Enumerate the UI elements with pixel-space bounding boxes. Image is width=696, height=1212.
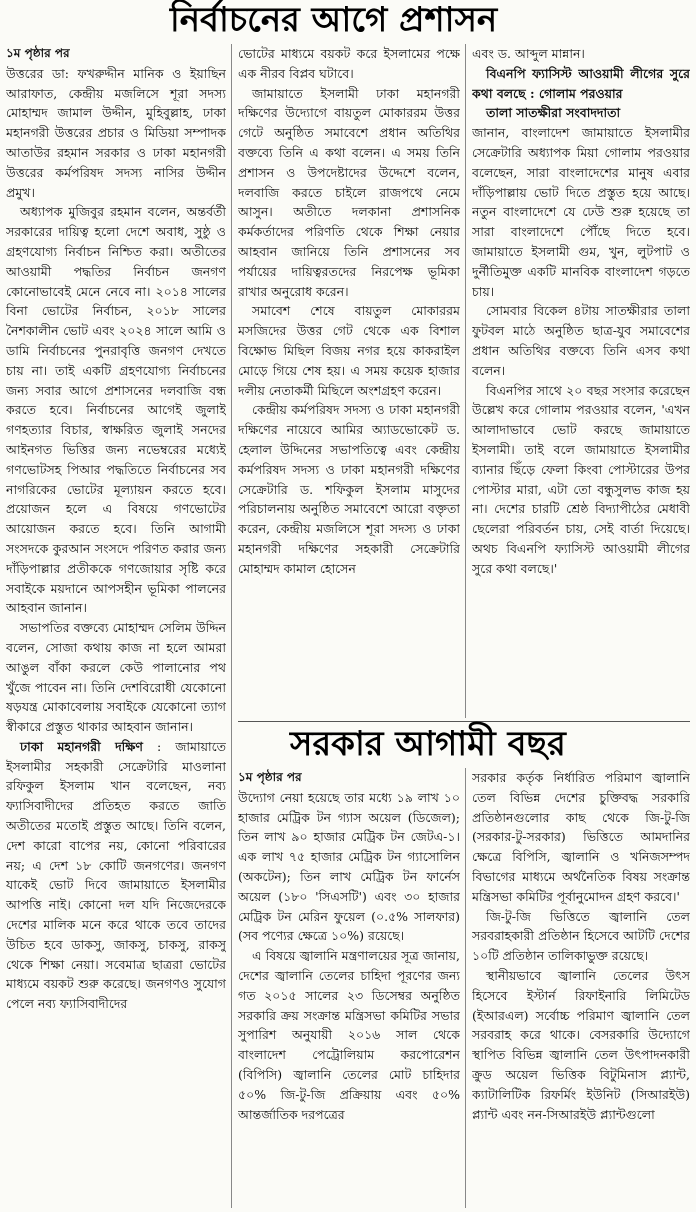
paragraph: জি-টু-জি ভিত্তিতে জ্বালানি তেল সরবরাহকারী প্রতিষ্ঠান হিসেবে আটটি দেশের ১০টি প্রতিষ্ঠান তালিকাভুক্ত রয়েছে। [472, 908, 690, 964]
paragraph: সভাপতির বক্তব্যে মোহাম্মদ সেলিম উদ্দিন বলেন, সোজা কথায় কাজ না হলে আমরা আঙুল বাঁকা করলে কেউ পালানোর পথ খুঁজে পাবেন না। তিনি দেশবিরোধী যেকোনো ষড়যন্ত্র মোকাবেলায় সবাইকে যেকোনো ত্যাগ স্বীকারে প্রস্তুত থাকার আহবান জানান। [6, 620, 226, 735]
paragraph: ভোটের মাধ্যমে বয়কট করে ইসলামের পক্ষে এক নীরব বিপ্লব ঘটাবে। [238, 46, 460, 81]
paragraph: এবং ড. আব্দুল মান্নান। [472, 46, 585, 61]
paragraph: জামায়াতে ইসলামী ঢাকা মহানগরী দক্ষিণের উদ্যোগে বায়তুল মোকাররম উত্তর গেটে অনুষ্ঠিত সমাবেশে প্রধান অতিথির বক্তব্যে তিনি এ কথা বলেন। এ সময় তিনি প্রশাসন ও উপদেষ্টাদের উদ্দেশে বলেন, দলবাজি করতে চাইলে রাজপথে নেমে আসুন। অতীতে দলকানা প্রশাসনিক কর্মকর্তাদের পরিণতি থেকে শিক্ষা নেয়ার আহবান জানিয়ে তিনি প্রশাসনের সব পর্যায়ের দায়িত্বরতদের নিরপেক্ষ ভূমিকা রাখার অনুরোধ করেন। [238, 85, 460, 299]
column-rule [465, 44, 466, 718]
story1-column-2 [238, 44, 460, 718]
paragraph: সোমবার বিকেল ৪টায় সাতক্ষীরার তালা ফুটবল মাঠে অনুষ্ঠিত ছাত্র-যুব সমাবেশের প্রধান অতিথির বক্তব্যে তিনি এসব কথা বলেন। [472, 303, 690, 378]
paragraph: কেন্দ্রীয় কর্মপরিষদ সদস্য ও ঢাকা মহানগরী দক্ষিণের নায়েবে আমির অ্যাডভোকেট ড. হেলাল উদ্দিনের সভাপতিত্বে এবং কেন্দ্রীয় কর্মপরিষদ সদস্য ও ঢাকা মহানগরী দক্ষিণের সেক্রেটারি ড. শফিকুল ইসলাম মাসুদের পরিচালনায় অনুষ্ঠিত সমাবেশে আরো বক্তৃতা করেন, কেন্দ্রীয় মজলিসে শূরা সদস্য ও ঢাকা মহানগরী দক্ষিণের সহকারী সেক্রেটারি মোহাম্মদ কামাল হোসেন [238, 402, 460, 576]
dateline: তালা সাতক্ষীরা সংবাদদাতা [486, 105, 621, 121]
paragraph: অধ্যাপক মুজিবুর রহমান বলেন, অন্তর্বর্তী সরকারের দায়িত্ব হলো দেশে অবাধ, সুষ্ঠু ও গ্রহণযোগ্য নির্বাচন নিশ্চিত করা। অতীতের আওয়ামী পদ্ধতির নির্বাচন জনগণ কোনোভাবেই মেনে নেবে না। ২০১৪ সালের বিনা ভোটের নির্বাচন, ২০১৮ সালের নৈশকালীন ভোট এবং ২০২৪ সালে আমি ও ডামি নির্বাচনের পুনরাবৃত্তি জনগণ দেখতে চায় না। তাই একটি গ্রহণযোগ্য নির্বাচনের জন্য সবার আগে প্রশাসনের দলবাজি বন্ধ করতে হবে। নির্বাচনের আগেই জুলাই গণহত্যার বিচার, স্বাক্ষরিত জুলাই সনদের আইনগত ভিত্তির জন্য নভেম্বরের মধ্যেই গণভোটসহ পিআর পদ্ধতিতে নির্বাচনের সব নাগরিকের ভোটের মূল্যায়ন করতে হবে। প্রয়োজন হলে এ বিষয়ে গণভোটের আয়োজন করতে হবে। তিনি আগামী সংসদকে কুরআন সংসদে পরিণত করার জন্য দাঁড়িপাল্লার প্রতীককে গণজোয়ার সৃষ্টি করে সবাইকে ময়দানে আপসহীন ভূমিকা পালনের আহবান জানান। [6, 204, 226, 616]
story2-headline: সরকার আগামী বছর [290, 724, 566, 764]
continued-label: ১ম পৃষ্ঠার পর [6, 46, 70, 60]
subhead-dhaka-south: ঢাকা মহানগরী দক্ষিণ [20, 738, 143, 754]
paragraph: জানান, বাংলাদেশ জামায়াতে ইসলামীর সেক্রেটারি অধ্যাপক মিয়া গোলাম পরওয়ার বলেছেন, সারা বাংলাদেশের মানুষ এবার দাঁড়িপাল্লায় ভোট দিতে প্রস্তুত হয়ে আছে। নতুন বাংলাদেশে যে ঢেউ শুরু হয়েছে তা সারা বাংলাদেশে পৌঁছে দিতে হবে। জামায়াতে ইসলামী গুম, খুন, লুটপাট ও দুর্নীতিমুক্ত একটি মানবিক বাংলাদেশ গড়তে চায়। [472, 125, 690, 299]
paragraph [6, 737, 226, 1014]
story1-column-1 [6, 44, 226, 1208]
continued-label: ১ম পৃষ্ঠার পর [238, 770, 302, 784]
story-divider [238, 721, 690, 722]
story2-column-1 [238, 768, 460, 1208]
story1-headline: নির্বাচনের আগে প্রশাসন [170, 0, 498, 40]
paragraph-text: : জামায়াতে ইসলামীর সহকারী সেক্রেটারি মাওলানা রফিকুল ইসলাম খান বলেছেন, নব্য ফ্যাসিবাদীদের প্রতিহত করতে জাতি অতীতের মতোই প্রস্তুত আছে। তিনি বলেন, দেশ কারো বাপের নয়, কোনো পরিবারের নয়; এ দেশ ১৮ কোটি জনগণের। জনগণ যাকেই ভোট দিবে জামায়াতে ইসলামীর আপত্তি নাই। কোনো দল যদি নিজেদেরকে দেশের মালিক মনে করে থাকে তবে তাদের উচিত হবে ডাকসু, জাকসু, চাকসু, রাকসু থেকে শিক্ষা নেয়া। সবেমাত্র ছাত্ররা ভোটের মাধ্যমে বয়কট শুরু করেছে। জনগণও সুযোগ পেলে নব্য ফ্যাসিবাদীদের [6, 738, 226, 1012]
paragraph: বিএনপির সাথে ২০ বছর সংসার করেছেন উল্লেখ করে গোলাম পরওয়ার বলেন, 'এখন আলাদাভাবে ভোট করছে জামায়াতে ইসলামী। তাই বলে জামায়াতে ইসলামীর ব্যানার ছিঁড়ে ফেলা কিংবা পোস্টারের উপর পোস্টার মারা, এটা তো বন্ধুসুলভ কাজ হয় না। দেশের চারটি শ্রেষ্ঠ বিদ্যাপীঠের মেধাবী ছেলেরা পরিবর্তন চায়, সেই বার্তা দিয়েছে। অথচ বিএনপি ফ্যাসিস্ট আওয়ামী লীগের সুরে কথা বলছে।' [472, 382, 690, 576]
column-rule [465, 768, 466, 1208]
paragraph: উত্তরের ডা: ফখরুদ্দীন মানিক ও ইয়াছিন আরাফাত, কেন্দ্রীয় মজলিসে শূরা সদস্য মোহাম্মদ জামাল উদ্দীন, মুহিবুল্লাহ, ঢাকা মহানগরী উত্তরের প্রচার ও মিডিয়া সম্পাদক আতাউর রহমান সরকার ও ঢাকা মহানগরী উত্তরের কর্মপরিষদ সদস্য নাসির উদ্দীন প্রমুখ। [6, 65, 226, 200]
column-rule [231, 44, 232, 1208]
subhead-golam-parwar: বিএনপি ফ্যাসিস্ট আওয়ামী লীগের সুরে কথা বলছে : গোলাম পরওয়ার [472, 65, 690, 101]
paragraph: এ বিষয়ে জ্বালানি মন্ত্রণালয়ের সূত্র জানায়, দেশের জ্বালানি তেলের চাহিদা পূরণের জন্য গত ২০১৫ সালের ২৩ ডিসেম্বর অনুষ্ঠিত সরকারি ক্রয় সংক্রান্ত মন্ত্রিসভা কমিটির সভার সুপারিশ অনুযায়ী ২০১৬ সাল থেকে বাংলাদেশ পেট্রোলিয়াম করপোরেশন (বিপিসি) জ্বালানি তেলের মোট চাহিদার ৫০% জি-টু-জি প্রক্রিয়ায় এবং ৫০% আন্তর্জাতিক দরপত্রের [238, 948, 460, 1122]
paragraph: সমাবেশ শেষে বায়তুল মোকাররম মসজিদের উত্তর গেট থেকে এক বিশাল বিক্ষোভ মিছিল বিজয় নগর হয়ে কাকরাইল মোড়ে গিয়ে শেষ হয়। এ সময় কয়েক হাজার দলীয় নেতাকর্মী মিছিলে অংশগ্রহণ করেন। [238, 303, 460, 398]
paragraph: উদ্যোগ নেয়া হয়েছে তার মধ্যে ১৯ লাখ ১০ হাজার মেট্রিক টন গ্যাস অয়েল (ডিজেল); তিন লাখ ৯০ হাজার মেট্রিক টন জেটএ-১। এক লাখ ৭৫ হাজার মেট্রিক টন গ্যাসোলিন (অকটেন); তিন লাখ মেট্রিক টন ফার্নেস অয়েল (১৮০ 'সিএসটি') এবং ৩০ হাজার মেট্রিক টন মেরিন ফুয়েল (০.৫% সালফার) (সব পণ্যের ক্ষেত্রে ১০%) রয়েছে। [238, 789, 460, 944]
story2-column-2 [472, 768, 690, 1208]
paragraph: সরকার কর্তৃক নির্ধারিত পরিমাণ জ্বালানি তেল বিভিন্ন দেশের চুক্তিবদ্ধ সরকারি প্রতিষ্ঠানগুলোর কাছ থেকে জি-টু-জি (সরকার-টু-সরকার) ভিত্তিতে আমদানির ক্ষেত্রে বিপিসি, জ্বালানি ও খনিজসম্পদ বিভাগের মাধ্যমে অর্থনৈতিক বিষয় সংক্রান্ত মন্ত্রিসভা কমিটির পূর্বানুমোদন গ্রহণ করবে।' [472, 770, 690, 904]
story1-column-3 [472, 44, 690, 718]
paragraph: স্থানীয়ভাবে জ্বালানি তেলের উৎস হিসেবে ইস্টার্ন রিফাইনারি লিমিটেড (ইআরএল) সর্বোচ্চ পরিমাণ জ্বালানি তেল সরবরাহ করে থাকে। বেসরকারি উদ্যোগে স্থাপিত বিভিন্ন জ্বালানি তেল উৎপাদনকারী ক্রুড অয়েল ভিত্তিক বিটুমিনাস প্ল্যান্ট, ক্যাটালিটিক রিফর্মিং ইউনিট (সিআরইউ) প্ল্যান্ট এবং নন-সিআরইউ প্ল্যান্টগুলো [472, 967, 690, 1122]
